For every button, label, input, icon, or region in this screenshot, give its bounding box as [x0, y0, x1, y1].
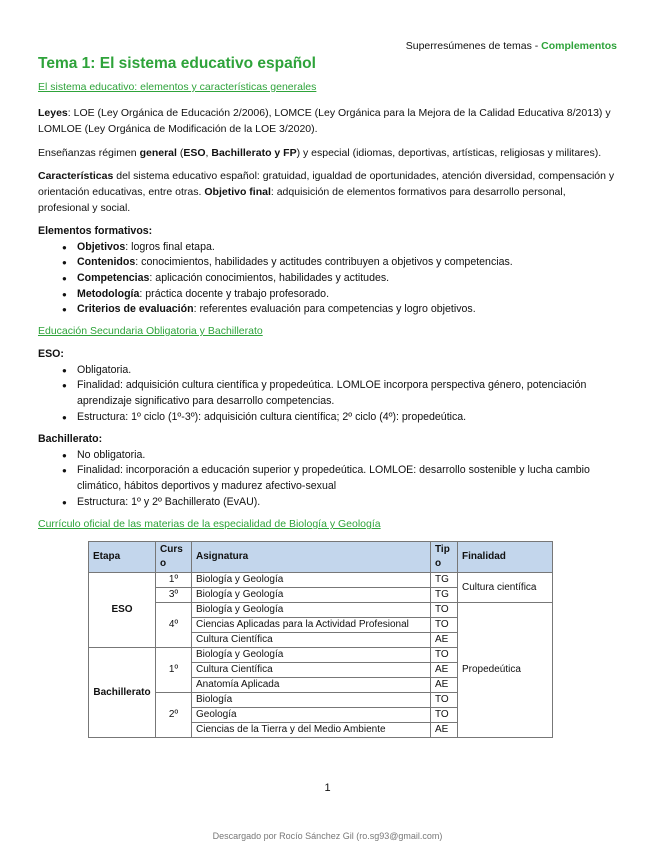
- asignatura-cell: Biología y Geología: [192, 603, 431, 618]
- curriculum-table: [88, 541, 553, 738]
- curso-cell: 3º: [156, 588, 192, 603]
- item-label: Metodología: [77, 287, 140, 300]
- paragraph-leyes: [38, 106, 618, 138]
- text-run: : adquisición de elementos formativos para desarrollo personal, profesional y social.: [38, 185, 566, 214]
- section-heading-curriculo: Currículo oficial de las materias de la especialidad de Biología y Geología: [38, 518, 381, 530]
- bold-run: Objetivo final: [204, 185, 271, 198]
- col-finalidad: Finalidad: [458, 542, 553, 573]
- bachillerato-list: [38, 448, 623, 511]
- item-label: Criterios de evaluación: [77, 303, 194, 316]
- item-text: : aplicación conocimientos, habilidades y actitudes.: [149, 271, 390, 284]
- eso-heading: ESO:: [38, 348, 64, 360]
- elementos-list: [38, 240, 623, 319]
- item-text: : conocimientos, habilidades y actitudes contribuyen a objetivos y competencias.: [135, 256, 513, 269]
- list-item: [38, 302, 623, 318]
- section-heading-eso-bach: Educación Secundaria Obligatoria y Bachillerato: [38, 325, 263, 337]
- tipo-cell: TO: [431, 693, 458, 708]
- col-tipo: Tipo: [431, 542, 458, 573]
- tipo-cell: AE: [431, 663, 458, 678]
- tipo-cell: TO: [431, 618, 458, 633]
- item-text: : práctica docente y trabajo profesorado.: [139, 287, 330, 300]
- curso-cell: 4º: [156, 603, 192, 648]
- text-run: ,: [205, 147, 212, 159]
- asignatura-cell: Biología y Geología: [192, 588, 431, 603]
- section-heading-sistema: El sistema educativo: elementos y características generales: [38, 81, 317, 93]
- asignatura-cell: Geología: [192, 708, 431, 723]
- finalidad-cell: Cultura científica: [458, 573, 553, 603]
- list-item: ● Estructura: 1º y 2º Bachillerato (EvAU).: [38, 495, 623, 511]
- etapa-cell: Bachillerato: [89, 648, 156, 738]
- item-label: Objetivos: [77, 240, 126, 253]
- col-curso: Curso: [156, 542, 192, 573]
- bold-run: ESO: [183, 147, 206, 159]
- bold-run: Características: [38, 170, 114, 182]
- elementos-heading: Elementos formativos:: [38, 225, 153, 237]
- asignatura-cell: Biología y Geología: [192, 648, 431, 663]
- tipo-cell: TG: [431, 573, 458, 588]
- header-prefix: Superresúmenes de temas -: [405, 40, 542, 52]
- page-number: 1: [324, 782, 331, 794]
- tipo-cell: TO: [431, 603, 458, 618]
- tipo-cell: AE: [431, 633, 458, 648]
- col-etapa: Etapa: [89, 542, 156, 573]
- list-item: [38, 240, 623, 256]
- text-run: ) y especial (idiomas, deportivas, artísticas, religiosas y militares).: [296, 147, 602, 159]
- text-run: del sistema educativo español: gratuidad, igualdad de oportunidades, atención diversidad, compensación y orientación educativas, entre otras.: [38, 170, 615, 198]
- list-item: ● Finalidad: incorporación a educación superior y propedeútica. LOMLOE: desarrollo sostenible y lucha cambio climático, hábitos deportivos y madurez afectivo-sexual: [38, 463, 623, 494]
- list-item: ● Finalidad: adquisición cultura científica y propedeútica. LOMLOE incorpora perspectiva género, potenciación aprendizaje significativo para desarrollo competencias.: [38, 378, 623, 409]
- asignatura-cell: Ciencias Aplicadas para la Actividad Profesional: [192, 618, 431, 633]
- eso-list: [38, 363, 623, 426]
- paragraph-ensenanzas: [38, 146, 618, 162]
- page-title: Tema 1: El sistema educativo español: [38, 55, 316, 72]
- bachillerato-heading: Bachillerato:: [38, 433, 103, 445]
- list-item: ● Estructura: 1º ciclo (1º-3º): adquisición cultura científica; 2º ciclo (4º): propedeútica.: [38, 410, 623, 426]
- download-footer: Descargado por Rocío Sánchez Gil (ro.sg93@gmail.com): [212, 831, 443, 841]
- item-text: : referentes evaluación para competencias y logro objetivos.: [193, 303, 476, 316]
- leyes-text: : LOE (Ley Orgánica de Educación 2/2006), LOMCE (Ley Orgánica para la Mejora de la Calidad Educativa 8/2013) y LOMLOE (Ley Orgánica de Modificación de la LOE 3/2020).: [38, 107, 611, 135]
- asignatura-cell: Ciencias de la Tierra y del Medio Ambiente: [192, 723, 431, 738]
- col-asignatura: Asignatura: [192, 542, 431, 573]
- list-item: [38, 287, 623, 303]
- list-item: [38, 255, 623, 271]
- asignatura-cell: Biología y Geología: [192, 573, 431, 588]
- curso-cell: 2º: [156, 693, 192, 738]
- tipo-cell: TO: [431, 648, 458, 663]
- bold-run: general: [139, 147, 177, 159]
- item-text: : logros final etapa.: [125, 240, 215, 253]
- list-item: ● Obligatoria.: [38, 363, 623, 379]
- elementos-formativos: [38, 224, 623, 318]
- bold-run: Bachillerato y FP: [211, 147, 297, 159]
- asignatura-cell: Cultura Científica: [192, 663, 431, 678]
- paragraph-caracteristicas: [38, 169, 618, 216]
- header-section: Complementos: [541, 40, 617, 52]
- tipo-cell: AE: [431, 678, 458, 693]
- tipo-cell: TG: [431, 588, 458, 603]
- list-item: ● No obligatoria.: [38, 448, 623, 464]
- leyes-label: Leyes: [38, 107, 68, 119]
- asignatura-cell: Cultura Científica: [192, 633, 431, 648]
- table-row: [89, 573, 553, 588]
- asignatura-cell: Biología: [192, 693, 431, 708]
- curso-cell: 1º: [156, 648, 192, 693]
- tipo-cell: TO: [431, 708, 458, 723]
- curso-cell: 1º: [156, 573, 192, 588]
- asignatura-cell: Anatomía Aplicada: [192, 678, 431, 693]
- finalidad-cell: Propedeútica: [458, 603, 553, 738]
- running-header: [406, 40, 617, 52]
- text-run: (: [176, 147, 184, 159]
- text-run: Enseñanzas régimen: [38, 147, 140, 159]
- bachillerato-block: [38, 432, 623, 510]
- tipo-cell: AE: [431, 723, 458, 738]
- item-label: Competencias: [77, 271, 150, 284]
- table-row: [89, 603, 553, 618]
- eso-block: [38, 347, 623, 425]
- etapa-cell: ESO: [89, 573, 156, 648]
- table-header-row: [89, 542, 553, 573]
- list-item: [38, 271, 623, 287]
- item-label: Contenidos: [77, 256, 136, 269]
